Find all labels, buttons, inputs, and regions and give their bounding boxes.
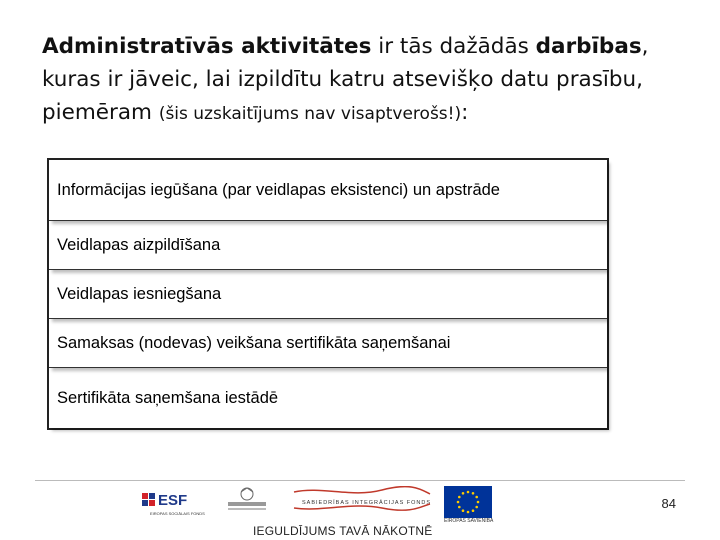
activity-item: Samaksas (nodevas) veikšana sertifikāta saņemšanai bbox=[49, 319, 607, 368]
intro-bold-term-2: darbības bbox=[535, 34, 642, 59]
sif-logo-text: SABIEDRĪBAS INTEGRĀCIJAS FONDS bbox=[302, 500, 432, 506]
intro-text-1: ir tās dažādās bbox=[371, 34, 536, 59]
footer-tagline: IEGULDĪJUMS TAVĀ NĀKOTNĒ bbox=[253, 524, 433, 538]
page-number: 84 bbox=[661, 496, 676, 511]
intro-paragraph bbox=[42, 30, 702, 131]
sif-logo bbox=[292, 486, 432, 512]
eu-caption: EIROPAS SAVIENĪBA bbox=[444, 518, 494, 524]
intro-note: (šis uzskaitījums nav visaptverošs!) bbox=[158, 104, 462, 124]
activity-item: Veidlapas aizpildīšana bbox=[49, 221, 607, 270]
intro-text-3: : bbox=[461, 100, 469, 125]
intro-text-2: , kuras ir jāveic, lai izpildītu katru atsevišķo datu prasību, piemēram bbox=[42, 34, 649, 125]
esf-logo bbox=[132, 487, 208, 525]
esf-logo-text: ESF bbox=[158, 492, 188, 509]
activities-list bbox=[47, 158, 609, 430]
eu-flag-icon bbox=[444, 486, 492, 518]
activity-item: Veidlapas iesniegšana bbox=[49, 270, 607, 319]
activity-item: Sertifikāta saņemšana iestādē bbox=[49, 368, 607, 428]
intro-bold-term: Administratīvās aktivitātes bbox=[42, 34, 372, 59]
esf-logo-caption: EIROPAS SOCIĀLAIS FONDS bbox=[150, 511, 205, 516]
footer-divider bbox=[35, 480, 685, 481]
activity-item: Informācijas iegūšana (par veidlapas eksistenci) un apstrāde bbox=[49, 160, 607, 221]
coat-of-arms-logo bbox=[212, 484, 282, 524]
